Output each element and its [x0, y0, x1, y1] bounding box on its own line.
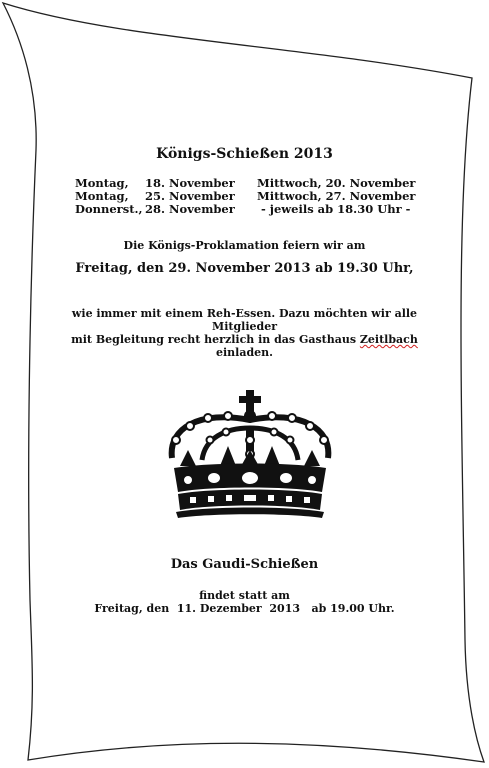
invitation-line-4: einladen.	[216, 346, 273, 359]
invitation-text: mit Begleitung recht herzlich in das Gasthaus	[71, 333, 360, 346]
proclamation-date: Freitag, den 29. November 2013 ab 19.30 Uhr,	[75, 261, 414, 276]
page-title: Königs-Schießen 2013	[156, 146, 333, 162]
invitation-line-3	[0, 333, 489, 346]
schedule-day: Donnerst.,	[75, 202, 143, 216]
schedule-right: - jeweils ab 18.30 Uhr -	[261, 202, 411, 216]
proclamation-intro: Die Königs-Proklamation feiern wir am	[123, 239, 366, 252]
schedule-day: Montag,	[75, 189, 129, 203]
invitation-line-1: wie immer mit einem Reh-Essen. Dazu möchten wir alle	[71, 307, 418, 320]
invitation-line-2: Mitglieder	[212, 320, 277, 333]
schedule-right: Mittwoch, 20. November	[257, 176, 416, 190]
gaudi-line-2: Freitag, den 11. Dezember 2013 ab 19.00 Uhr.	[94, 602, 395, 615]
crown-icon	[150, 388, 350, 520]
schedule-day: Montag,	[75, 176, 129, 190]
schedule-date: 28. November	[145, 202, 235, 216]
gaudi-heading: Das Gaudi-Schießen	[170, 557, 319, 572]
gaudi-line-1: findet statt am	[199, 589, 290, 602]
schedule-right: Mittwoch, 27. November	[257, 189, 416, 203]
schedule-date: 25. November	[145, 189, 235, 203]
schedule-date: 18. November	[145, 176, 235, 190]
place-name: Zeitlbach	[359, 333, 418, 346]
